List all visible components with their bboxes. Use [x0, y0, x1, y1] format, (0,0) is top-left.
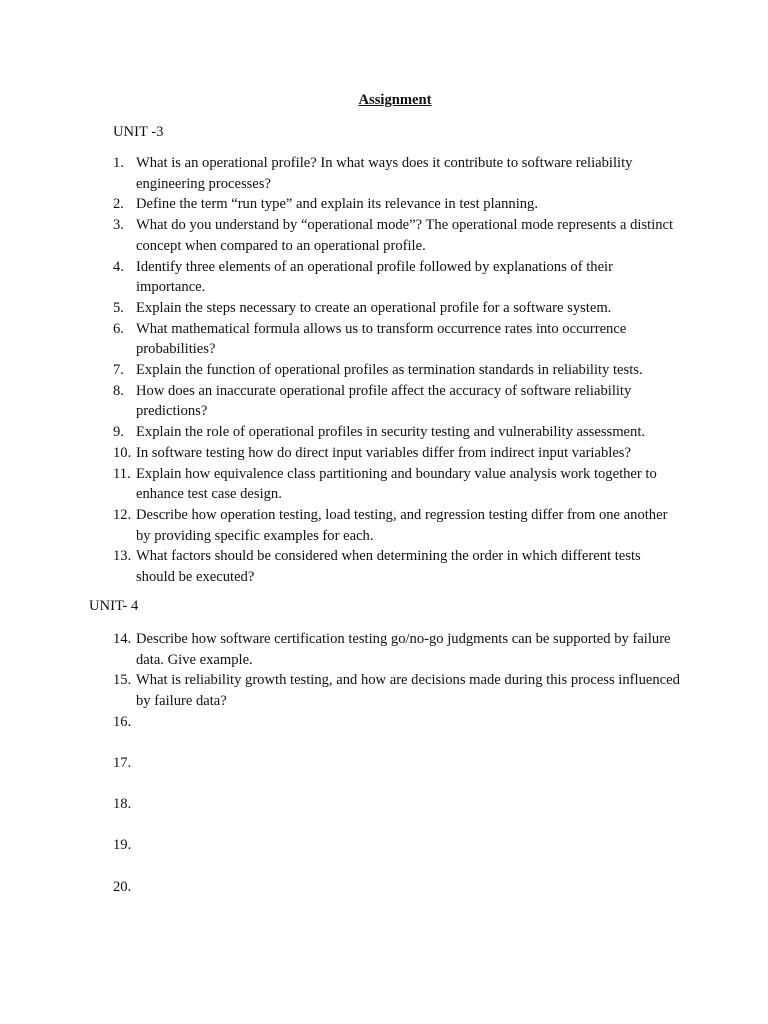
question-number: 18.	[113, 796, 132, 813]
unit-3-heading: UNIT -3	[113, 124, 164, 140]
question-text: Explain the role of operational profiles in security testing and vulnerability assessment.	[136, 424, 646, 441]
question-number: 13.	[113, 548, 132, 565]
question-item	[0, 422, 768, 443]
blank-question-item	[0, 835, 768, 856]
question-text: Describe how operation testing, load testing, and regression testing differ from one another by providing specific examples for each.	[136, 506, 668, 544]
question-text: What is reliability growth testing, and how are decisions made during this process influenced by failure data?	[136, 672, 680, 710]
question-text: Define the term “run type” and explain its relevance in test planning.	[136, 196, 538, 213]
question-item	[0, 464, 768, 505]
question-text: In software testing how do direct input variables differ from indirect input variables?	[136, 444, 631, 461]
question-number: 20.	[113, 878, 132, 895]
question-text: Explain the function of operational profiles as termination standards in reliability tests.	[136, 362, 643, 379]
question-number: 3.	[113, 217, 124, 234]
question-text	[136, 753, 681, 774]
question-number: 15.	[113, 672, 132, 689]
question-item	[0, 360, 768, 381]
question-text	[136, 794, 681, 815]
question-item	[0, 215, 768, 256]
question-number: 7.	[113, 362, 124, 379]
question-item	[0, 505, 768, 546]
unit-4-question-list	[0, 629, 768, 897]
question-number: 14.	[113, 631, 132, 647]
question-text: How does an inaccurate operational profile affect the accuracy of software reliability predictions?	[136, 382, 632, 420]
question-item	[0, 153, 768, 194]
question-text: Identify three elements of an operational profile followed by explanations of their importance.	[136, 258, 613, 296]
blank-question-item	[0, 712, 768, 733]
question-number: 4.	[113, 258, 124, 275]
question-item	[0, 629, 768, 670]
question-number: 9.	[113, 424, 124, 441]
unit-3-question-list	[0, 153, 768, 588]
question-text: What do you understand by “operational mode”? The operational mode represents a distinct concept when compared to an operational profile.	[136, 217, 674, 254]
question-number: 10.	[113, 444, 132, 461]
question-text: What factors should be considered when determining the order in which different tests should be executed?	[136, 548, 641, 586]
question-number: 12.	[113, 506, 132, 523]
question-item	[0, 194, 768, 215]
question-text: What is an operational profile? In what ways does it contribute to software reliability engineering processes?	[136, 155, 633, 192]
question-number: 2.	[113, 196, 124, 213]
question-text: Describe how software certification testing go/no-go judgments can be supported by failure data. Give example.	[136, 631, 671, 668]
question-number: 19.	[113, 837, 132, 854]
question-text: Explain the steps necessary to create an operational profile for a software system.	[136, 299, 612, 316]
question-number: 8.	[113, 382, 124, 399]
question-text	[136, 835, 681, 856]
question-item	[0, 298, 768, 319]
question-text	[136, 877, 681, 898]
question-item	[0, 319, 768, 360]
question-text: Explain how equivalence class partitioning and boundary value analysis work together to enhance test case design.	[136, 465, 657, 503]
question-item	[0, 443, 768, 464]
question-item	[0, 670, 768, 711]
question-number: 5.	[113, 299, 124, 316]
blank-question-item	[0, 794, 768, 815]
unit-4-heading: UNIT- 4	[89, 598, 139, 614]
question-item	[0, 381, 768, 422]
question-number: 11.	[113, 465, 131, 482]
question-number: 1.	[113, 155, 124, 171]
question-text: What mathematical formula allows us to transform occurrence rates into occurrence probabilities?	[136, 320, 627, 358]
assignment-title: Assignment	[358, 92, 432, 108]
question-item	[0, 257, 768, 298]
question-number: 6.	[113, 320, 124, 337]
question-number: 17.	[113, 755, 132, 771]
question-item	[0, 546, 768, 587]
question-text	[136, 712, 681, 733]
blank-question-item	[0, 877, 768, 898]
question-number: 16.	[113, 713, 132, 730]
blank-question-item	[0, 753, 768, 774]
